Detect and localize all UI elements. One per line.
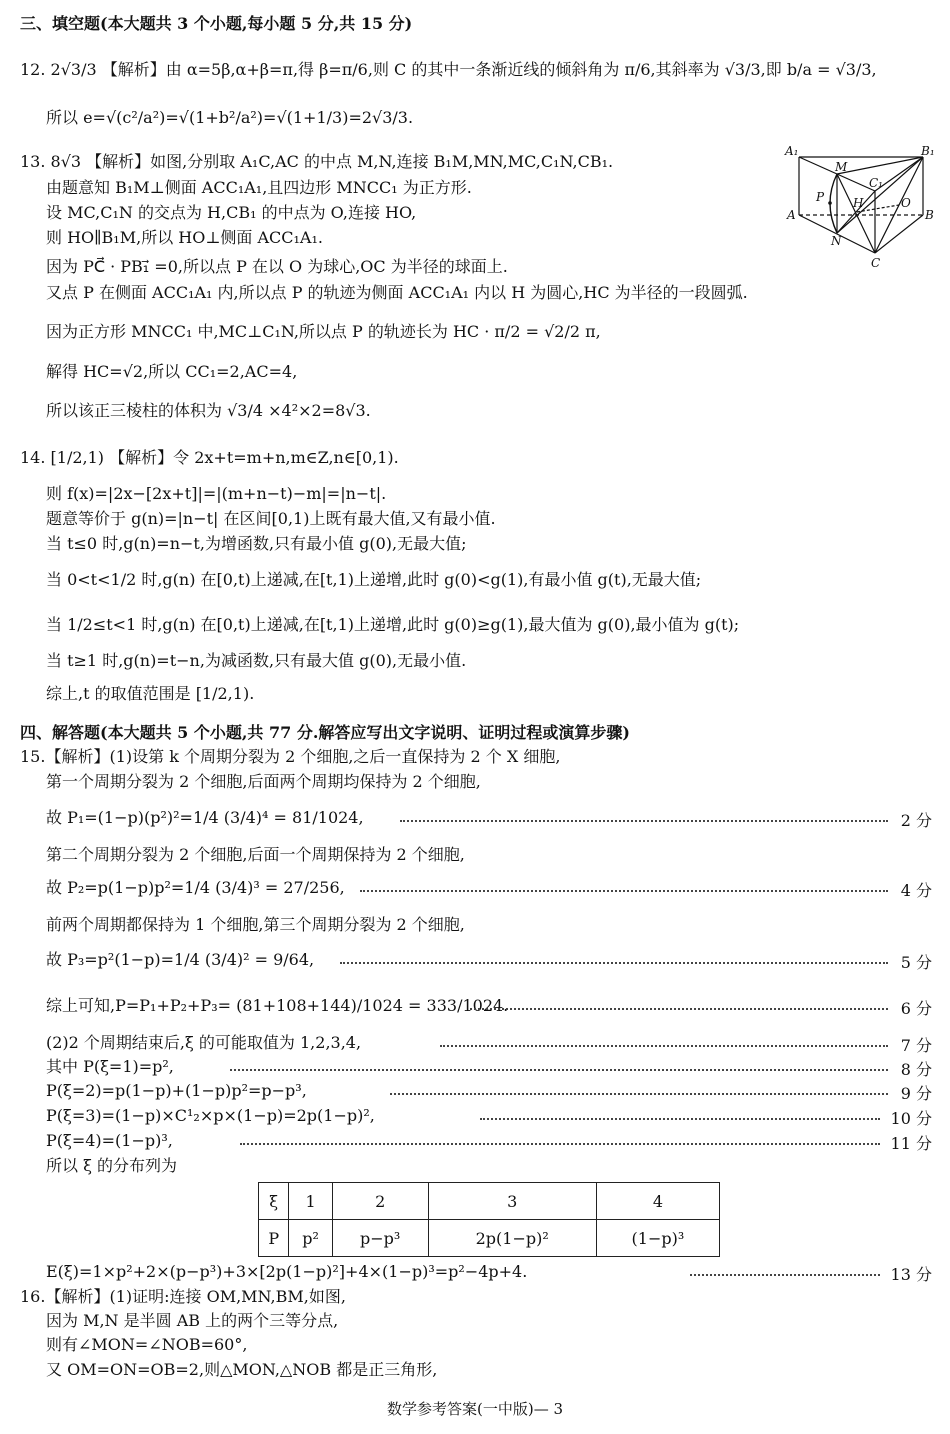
leader-dots xyxy=(340,962,888,964)
q12-line-1: 12. 2√3/3 【解析】由 α=5β,α+β=π,得 β=π/6,则 C 的其中一条渐近线的倾斜角为 π/6,其斜率为 √3/3,即 b/a = √3/3, xyxy=(20,60,877,79)
q15-line-7: 故 P₃=p²(1−p)=1/4 (3/4)² = 9/64, xyxy=(46,950,315,969)
leader-dots xyxy=(480,1118,880,1120)
q15-line-2: 第一个周期分裂为 2 个细胞,后面两个周期均保持为 2 个细胞, xyxy=(46,772,481,791)
prism-figure xyxy=(783,143,935,273)
q16-line-2: 因为 M,N 是半圆 AB 上的两个三等分点, xyxy=(46,1311,339,1330)
q13-line-8: 解得 HC=√2,所以 CC₁=2,AC=4, xyxy=(46,362,298,381)
q13-line-9: 所以该正三棱柱的体积为 √3/4 ×4²×2=8√3. xyxy=(46,401,371,420)
q16-line-1: 16.【解析】(1)证明:连接 OM,MN,BM,如图, xyxy=(20,1287,346,1306)
leader-dots xyxy=(400,820,888,822)
q13-line-4: 则 HO∥B₁M,所以 HO⊥侧面 ACC₁A₁. xyxy=(46,228,323,247)
table-cell: p−p³ xyxy=(332,1220,428,1257)
q15-line-10: 其中 P(ξ=1)=p², xyxy=(46,1057,174,1076)
score-10: 10 分 xyxy=(890,1109,932,1128)
score-5: 5 分 xyxy=(900,953,932,972)
section-4-title: 四、解答题(本大题共 5 个小题,共 77 分.解答应写出文字说明、证明过程或演算步骤) xyxy=(20,723,630,742)
q13-line-1: 13. 8√3 【解析】如图,分别取 A₁C,AC 的中点 M,N,连接 B₁M,MN,MC,C₁N,CB₁. xyxy=(20,152,614,171)
q15-step-p3 xyxy=(0,950,950,970)
q15-line-5: 故 P₂=p(1−p)p²=1/4 (3/4)³ = 27/256, xyxy=(46,878,345,897)
leader-dots xyxy=(390,1093,888,1095)
q14-line-2: 则 f(x)=|2x−[2x+t]|=|(m+n−t)−m|=|n−t|. xyxy=(46,484,387,503)
table-cell: 2 xyxy=(332,1183,428,1220)
table-row xyxy=(259,1220,720,1257)
leader-dots xyxy=(240,1143,880,1145)
q15-step-values xyxy=(0,1033,950,1053)
fig-label-p: P xyxy=(816,190,825,204)
q15-line-4: 第二个周期分裂为 2 个细胞,后面一个周期保持为 2 个细胞, xyxy=(46,845,465,864)
section-3-title: 三、填空题(本大题共 3 个小题,每小题 5 分,共 15 分) xyxy=(20,14,413,33)
q16-line-3: 则有∠MON=∠NOB=60°, xyxy=(46,1335,248,1354)
table-cell: 1 xyxy=(289,1183,332,1220)
q14-line-6: 当 1/2≤t<1 时,g(n) 在[0,t)上递减,在[t,1)上递增,此时 g(0)≥g(1),最大值为 g(0),最小值为 g(t); xyxy=(46,615,740,634)
q15-step-p2 xyxy=(0,878,950,898)
fig-label-a: A xyxy=(787,208,796,222)
fig-label-n: N xyxy=(831,234,842,248)
score-7: 7 分 xyxy=(900,1036,932,1055)
q15-line-6: 前两个周期都保持为 1 个细胞,第三个周期分裂为 2 个细胞, xyxy=(46,915,465,934)
q14-line-4: 当 t≤0 时,g(n)=n−t,为增函数,只有最小值 g(0),无最大值; xyxy=(46,534,467,553)
fig-label-o: O xyxy=(901,196,911,210)
q16-line-4: 又 OM=ON=OB=2,则△MON,△NOB 都是正三角形, xyxy=(46,1360,438,1379)
fig-label-a1: A₁ xyxy=(785,144,799,158)
q13-line-6: 又点 P 在侧面 ACC₁A₁ 内,所以点 P 的轨迹为侧面 ACC₁A₁ 内以 H 为圆心,HC 为半径的一段圆弧. xyxy=(46,283,748,302)
leader-dots xyxy=(690,1274,880,1276)
q13-line-5: 因为 PC⃗ · PB₁⃗ =0,所以点 P 在以 O 为球心,OC 为半径的球面上. xyxy=(46,257,508,276)
table-cell: 3 xyxy=(428,1183,596,1220)
score-13: 13 分 xyxy=(890,1265,932,1284)
q13-line-7: 因为正方形 MNCC₁ 中,MC⊥C₁N,所以点 P 的轨迹长为 HC · π/2 = √2/2 π, xyxy=(46,322,601,341)
q15-step-total xyxy=(0,996,950,1016)
fig-label-b1: B₁ xyxy=(921,144,935,158)
q14-line-1: 14. [1/2,1) 【解析】令 2x+t=m+n,m∈Z,n∈[0,1). xyxy=(20,448,399,467)
leader-dots xyxy=(230,1069,888,1071)
q14-line-8: 综上,t 的取值范围是 [1/2,1). xyxy=(46,684,255,703)
table-cell: p² xyxy=(289,1220,332,1257)
q15-line-13: P(ξ=4)=(1−p)³, xyxy=(46,1131,173,1150)
q15-step-xi3 xyxy=(0,1106,950,1126)
table-cell: 2p(1−p)² xyxy=(428,1220,596,1257)
q12-line-2: 所以 e=√(c²/a²)=√(1+b²/a²)=√(1+1/3)=2√3/3. xyxy=(46,108,414,127)
q15-step-expectation xyxy=(0,1262,950,1282)
score-8: 8 分 xyxy=(900,1060,932,1079)
q14-line-3: 题意等价于 g(n)=|n−t| 在区间[0,1)上既有最大值,又有最小值. xyxy=(46,509,496,528)
score-9: 9 分 xyxy=(900,1084,932,1103)
leader-dots xyxy=(470,1008,888,1010)
q15-line-15: E(ξ)=1×p²+2×(p−p³)+3×[2p(1−p)²]+4×(1−p)³=p²−4p+4. xyxy=(46,1262,528,1281)
table-cell: P xyxy=(259,1220,289,1257)
q15-line-8: 综上可知,P=P₁+P₂+P₃= (81+108+144)/1024 = 333/1024. xyxy=(46,996,509,1015)
score-2: 2 分 xyxy=(900,811,932,830)
table-cell: ξ xyxy=(259,1183,289,1220)
table-cell: 4 xyxy=(596,1183,719,1220)
leader-dots xyxy=(440,1045,888,1047)
q15-line-1: 15.【解析】(1)设第 k 个周期分裂为 2 个细胞,之后一直保持为 2 个 X 细胞, xyxy=(20,747,561,766)
page-footer: 数学参考答案(一中版)— 3 xyxy=(386,1400,564,1418)
fig-label-m: M xyxy=(835,160,848,174)
q14-line-5: 当 0<t<1/2 时,g(n) 在[0,t)上递减,在[t,1)上递增,此时 g(0)<g(1),有最小值 g(t),无最大值; xyxy=(46,570,702,589)
q15-line-3: 故 P₁=(1−p)(p²)²=1/4 (3/4)⁴ = 81/1024, xyxy=(46,808,364,827)
table-cell: (1−p)³ xyxy=(596,1220,719,1257)
table-row xyxy=(259,1183,720,1220)
leader-dots xyxy=(360,890,888,892)
q15-line-9: (2)2 个周期结束后,ξ 的可能取值为 1,2,3,4, xyxy=(46,1033,362,1052)
distribution-table xyxy=(258,1182,720,1257)
q15-line-11: P(ξ=2)=p(1−p)+(1−p)p²=p−p³, xyxy=(46,1081,307,1100)
fig-label-h: H xyxy=(853,196,864,210)
q13-line-3: 设 MC,C₁N 的交点为 H,CB₁ 的中点为 O,连接 HO, xyxy=(46,203,417,222)
q15-line-12: P(ξ=3)=(1−p)×C¹₂×p×(1−p)=2p(1−p)², xyxy=(46,1106,375,1125)
q15-line-14: 所以 ξ 的分布列为 xyxy=(46,1156,177,1175)
score-4: 4 分 xyxy=(900,881,932,900)
q15-step-p1 xyxy=(0,808,950,828)
q13-line-2: 由题意知 B₁M⊥侧面 ACC₁A₁,且四边形 MNCC₁ 为正方形. xyxy=(46,178,472,197)
q14-line-7: 当 t≥1 时,g(n)=t−n,为减函数,只有最大值 g(0),无最小值. xyxy=(46,651,467,670)
fig-label-c1: C₁ xyxy=(869,176,883,190)
q15-step-xi1 xyxy=(0,1057,950,1077)
score-11: 11 分 xyxy=(890,1134,932,1153)
q15-step-xi2 xyxy=(0,1081,950,1101)
fig-label-c: C xyxy=(871,256,881,270)
q15-step-xi4 xyxy=(0,1131,950,1151)
fig-label-b: B xyxy=(925,208,934,222)
score-6: 6 分 xyxy=(900,999,932,1018)
